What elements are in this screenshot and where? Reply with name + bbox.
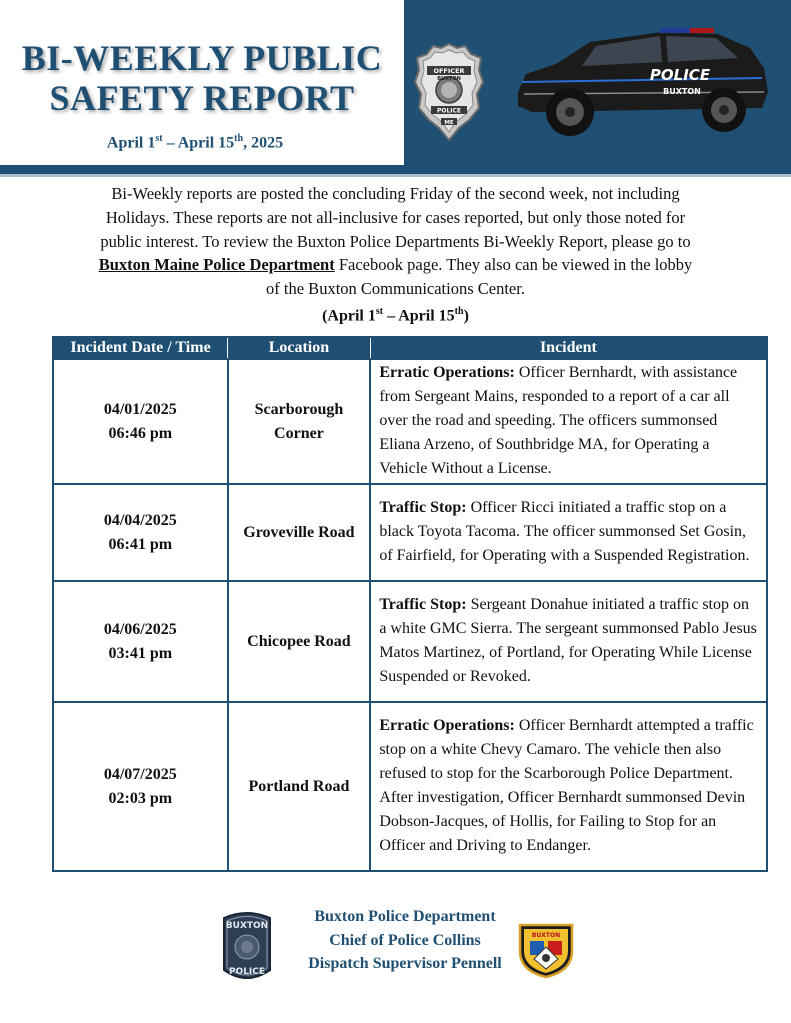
location-line-1: Groveville Road — [243, 523, 355, 541]
table-row — [53, 359, 767, 484]
incident-date: 04/06/2025 — [103, 620, 177, 638]
table-period-subtitle — [0, 306, 791, 325]
header-incident: Incident — [370, 337, 767, 359]
incident-description: Officer Ricci initiated a traffic stop on a black Toyota Tacoma. The officer summonsed Set Gosin, of Fairfield, for Operating with a Suspended Registration. — [379, 499, 750, 564]
incident-type: Erratic Operations: — [379, 364, 515, 381]
subtitle-start-suffix: st — [375, 306, 384, 317]
table-header-row — [53, 337, 767, 359]
header-divider-accent — [0, 174, 791, 177]
patch-label-town: BUXTON — [225, 921, 269, 931]
subtitle-middle: – April 15 — [383, 307, 455, 325]
report-header — [0, 0, 791, 178]
incident-time: 03:41 pm — [108, 644, 173, 662]
cell-incident — [370, 702, 767, 871]
incident-date: 04/04/2025 — [103, 511, 177, 529]
incident-table — [52, 336, 768, 872]
cell-location — [228, 702, 371, 871]
footer-chief: Chief of Police Collins — [329, 931, 481, 949]
cell-location — [228, 581, 371, 702]
incident-time: 02:03 pm — [108, 789, 173, 807]
cell-incident — [370, 484, 767, 581]
communications-center-patch-logo — [514, 917, 578, 979]
subtitle-end-suffix: th — [454, 306, 464, 317]
table-row — [53, 702, 767, 871]
report-date-range — [0, 133, 390, 152]
intro-paragraph — [90, 182, 701, 301]
header-location: Location — [228, 337, 371, 359]
footer-dispatch-supervisor: Dispatch Supervisor Pennell — [308, 955, 502, 972]
facebook-page-link[interactable]: Buxton Maine Police Department — [98, 255, 335, 275]
location-line-1: Chicopee Road — [247, 632, 351, 650]
police-badge-logo — [413, 42, 485, 142]
title-line-1: BI-WEEKLY PUBLIC — [21, 38, 383, 78]
cell-date-time — [53, 581, 228, 702]
date-end: April 15 — [177, 134, 235, 152]
cell-date-time — [53, 359, 228, 484]
incident-date: 04/07/2025 — [103, 765, 177, 783]
badge-label-state: ME — [444, 120, 454, 126]
incident-type: Traffic Stop: — [379, 499, 467, 516]
table-row — [53, 581, 767, 702]
intro-text-start: Bi-Weekly reports are posted the concluding Friday of the second week, not including Holidays. These reports are not all-inclusive for cases reported, but only those noted for public interest. To review the Buxton Police Departments Bi-Weekly Report, please go to — [100, 184, 691, 251]
location-line-1: Scarborough — [254, 400, 344, 418]
location-line-1: Portland Road — [248, 777, 350, 795]
cruiser-label-town: BUXTON — [663, 87, 701, 96]
incident-type: Erratic Operations: — [379, 717, 515, 734]
incident-time: 06:41 pm — [108, 535, 173, 553]
date-start: April 1 — [106, 134, 156, 152]
header-divider-bar — [0, 165, 791, 174]
incident-date: 04/01/2025 — [103, 400, 177, 418]
cruiser-label-police: POLICE — [649, 66, 711, 84]
date-start-suffix: st — [155, 133, 163, 144]
footer-department: Buxton Police Department — [314, 908, 496, 925]
cell-date-time — [53, 484, 228, 581]
incident-type: Traffic Stop: — [379, 596, 467, 613]
table-row — [53, 484, 767, 581]
header-date-time: Incident Date / Time — [53, 337, 228, 359]
cell-location — [228, 484, 371, 581]
incident-description: Officer Bernhardt, with assistance from Sergeant Mains, responded to a report of a car all over the road and speeding. The officers summonsed Eliana Arzeno, of Southbridge MA, for Operating a Vehicle Without a License. — [379, 364, 738, 477]
badge-label-officer: OFFICER — [433, 67, 465, 75]
police-patch-logo — [220, 908, 274, 984]
patch-label-buxton: BUXTON — [531, 932, 561, 939]
page-title — [0, 38, 404, 118]
police-cruiser-image — [512, 22, 774, 144]
footer-signature — [270, 905, 540, 976]
subtitle-close: ) — [463, 307, 469, 325]
location-line-2: Corner — [274, 424, 324, 442]
date-end-suffix: th — [234, 133, 244, 144]
cell-incident — [370, 359, 767, 484]
date-separator: – — [162, 134, 178, 152]
badge-label-town: BUXTON — [437, 76, 461, 82]
cell-incident — [370, 581, 767, 702]
incident-description: Sergeant Donahue initiated a traffic stop on a white GMC Sierra. The sergeant summonsed Pablo Jesus Matos Martinez, of Portland, for Operating While License Suspended or Revoked. — [379, 596, 757, 685]
intro-text-end: Facebook page. They also can be viewed in the lobby of the Buxton Communications Center. — [266, 255, 693, 299]
date-year: , 2025 — [243, 134, 284, 152]
subtitle-open: (April 1 — [322, 307, 376, 325]
cell-location — [228, 359, 371, 484]
incident-time: 06:46 pm — [108, 424, 173, 442]
cell-date-time — [53, 702, 228, 871]
title-line-2: SAFETY REPORT — [49, 78, 355, 118]
patch-label-police: POLICE — [228, 967, 266, 977]
incident-description: Officer Bernhardt attempted a traffic stop on a white Chevy Camaro. The vehicle then also refused to stop for the Scarborough Police Department. After investigation, Officer Bernhardt summonsed Devin Dobson-Jacques, of Hollis, for Failing to Stop for an Officer and Driving to Endanger. — [379, 717, 754, 854]
badge-label-police: POLICE — [436, 107, 462, 115]
